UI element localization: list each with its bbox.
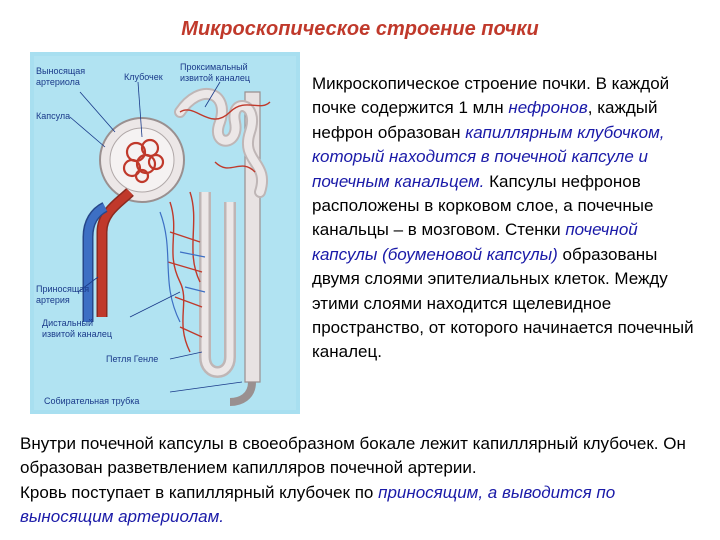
label-collecting: Собирательная трубка (44, 396, 140, 406)
highlight-arterioles: приносящим, а выводится по выносящим артериолам. (20, 482, 616, 527)
page-title: Микроскопическое строение почки (181, 18, 539, 40)
label-distal-2: извитой каналец (42, 329, 113, 339)
nephron-illustration (30, 52, 300, 414)
label-henle: Петля Генле (106, 354, 159, 364)
highlight-nephrons: нефронов (508, 98, 588, 118)
label-distal-1: Дистальный (42, 318, 94, 328)
label-efferent-2: артериола (36, 77, 80, 87)
label-capsule: Капсула (36, 111, 71, 121)
highlight-glomerulus: капиллярным клубочком, который находится в почечной капсуле и почечным канальцем. (312, 122, 665, 191)
label-glomerulus: Клубочек (124, 72, 163, 82)
label-afferent-1: Приносящая (36, 284, 90, 294)
nephron-figure (30, 52, 300, 414)
label-afferent-2: артерия (36, 295, 70, 305)
text-segment: Капсулы нефронов расположены в корковом слое, а почечные канальцы – в мозговом. Стенки (312, 171, 654, 240)
bottom-text (20, 432, 710, 530)
bottom-paragraph-2 (20, 481, 710, 530)
description-paragraph (312, 72, 707, 365)
bottom-paragraph-1: Внутри почечной капсулы в своеобразном бокале лежит капиллярный клубочек. Он образован разветвлением капилляров почечной артерии. (20, 434, 686, 478)
highlight-bowman-capsule: почечной капсулы (боуменовой капсулы) (312, 220, 638, 264)
text-segment: Кровь поступает в капиллярный клубочек по (20, 482, 379, 502)
label-proximal-2: извитой каналец (180, 73, 251, 83)
text-segment: , каждый нефрон образован (312, 98, 658, 142)
label-proximal-1: Проксимальный (180, 62, 248, 72)
label-efferent-1: Выносящая (36, 66, 86, 76)
text-segment: образованы двумя слоями эпителиальных клеток. Между этими слоями находится щелевидное пространство, от которого начинается почечный каналец. (312, 244, 694, 362)
text-segment: Микроскопическое строение почки. В каждой почке содержится 1 млн (312, 74, 670, 118)
